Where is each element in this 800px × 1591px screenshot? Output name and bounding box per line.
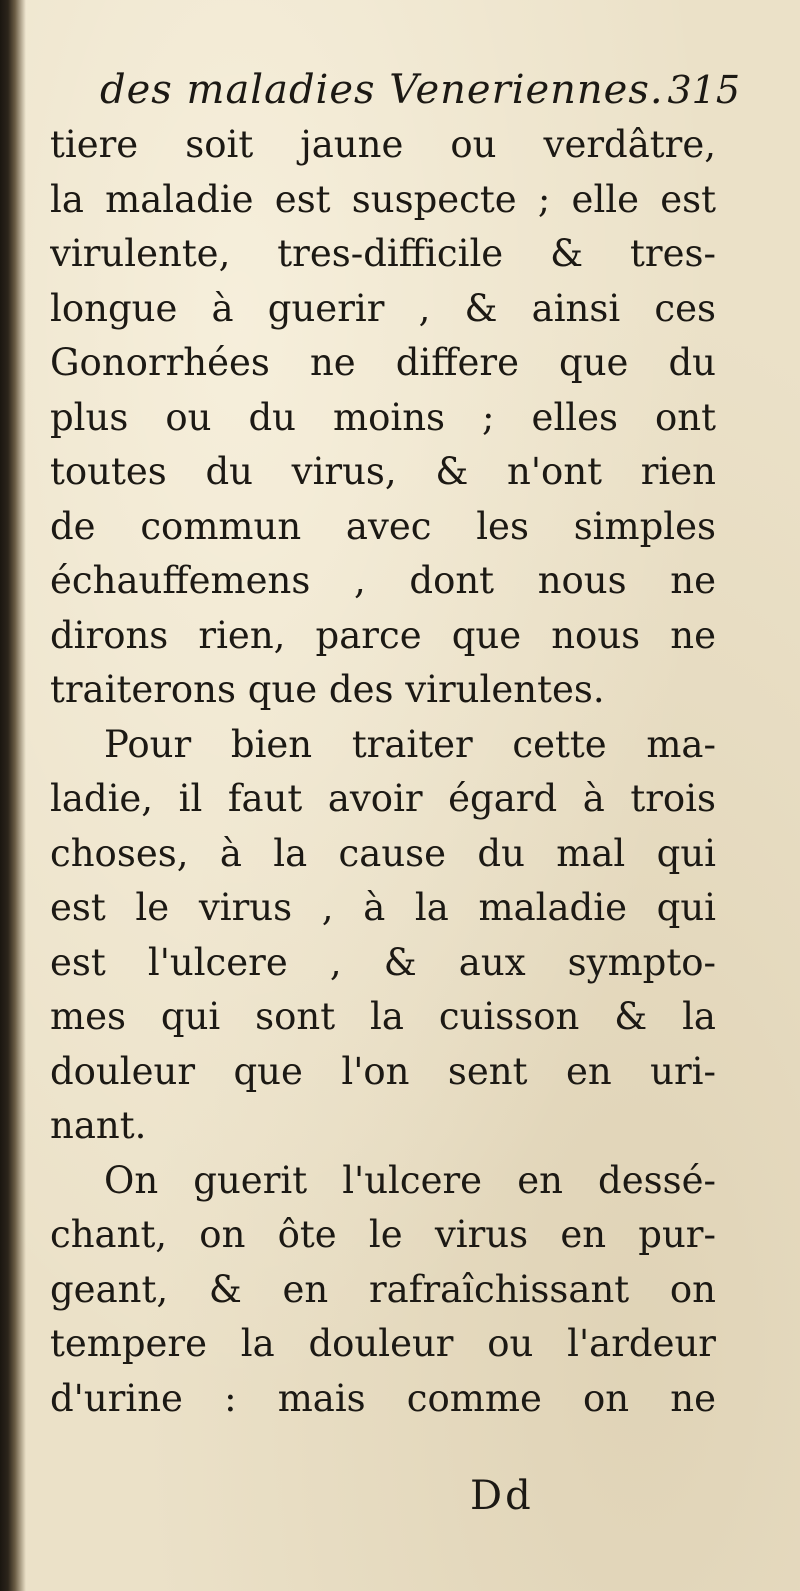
binding-gutter: [0, 0, 26, 1591]
text-line: mes qui sont la cuisson & la: [50, 995, 716, 1038]
text-line: toutes du virus, & n'ont rien: [50, 450, 716, 493]
text-line: virulente, tres-difficile & tres-: [50, 232, 716, 275]
text-line: longue à guerir , & ainsi ces: [50, 286, 716, 330]
text-line: est l'ulcere , & aux sympto-: [50, 940, 716, 984]
text-line: nant.: [50, 1104, 147, 1147]
text-line: la maladie est suspecte ; elle est: [50, 177, 716, 221]
text-line: dirons rien, parce que nous ne: [50, 613, 716, 657]
text-line: tiere soit jaune ou verdâtre,: [50, 123, 716, 166]
text-line: choses, à la cause du mal qui: [50, 831, 716, 875]
text-line: traiterons que des virulentes.: [50, 668, 605, 711]
text-line: plus ou du moins ; elles ont: [50, 395, 716, 439]
text-line: échauffemens , dont nous ne: [50, 559, 716, 602]
body-text: [50, 118, 716, 1426]
signature-mark: Dd: [470, 1473, 534, 1519]
text-line: ladie, il faut avoir égard à trois: [50, 777, 716, 820]
page-number: 315: [667, 68, 740, 112]
running-head: des maladies Veneriennes.: [100, 67, 664, 113]
text-line: de commun avec les simples: [50, 504, 716, 548]
text-line: tempere la douleur ou l'ardeur: [50, 1322, 716, 1365]
text-line: Gonorrhées ne differe que du: [50, 341, 716, 384]
page-header: [100, 60, 740, 120]
paragraph-start-line: On guerit l'ulcere en dessé-: [104, 1158, 716, 1202]
text-line: chant, on ôte le virus en pur-: [50, 1213, 716, 1256]
text-line: est le virus , à la maladie qui: [50, 886, 716, 929]
text-line: geant, & en rafraîchissant on: [50, 1267, 716, 1311]
text-line: douleur que l'on sent en uri-: [50, 1049, 716, 1093]
paragraph-start-line: Pour bien traiter cette ma-: [104, 722, 716, 766]
text-line: d'urine : mais comme on ne: [50, 1376, 716, 1420]
